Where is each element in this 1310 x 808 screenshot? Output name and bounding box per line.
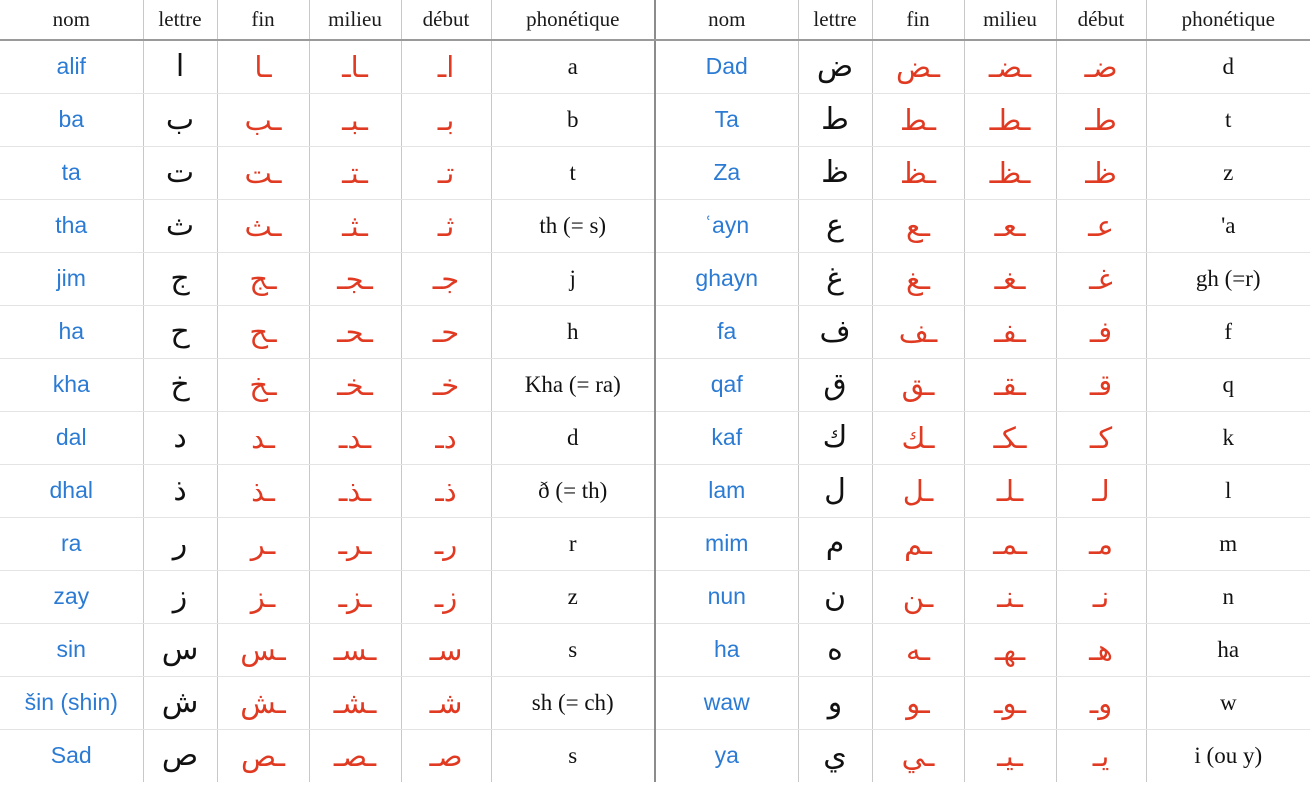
letter-isolated-right: ع bbox=[798, 199, 872, 252]
table-row bbox=[0, 358, 1310, 411]
letter-name-right: Ta bbox=[655, 93, 798, 146]
table-row bbox=[0, 729, 1310, 782]
letter-medial-form-left: ـذـ bbox=[309, 464, 401, 517]
letter-phonetic-right: k bbox=[1146, 411, 1310, 464]
letter-name-left: tha bbox=[0, 199, 143, 252]
letter-final-form-left: ـب bbox=[217, 93, 309, 146]
letter-isolated-left: د bbox=[143, 411, 217, 464]
letter-name-right: ha bbox=[655, 623, 798, 676]
column-header-lettre-left: lettre bbox=[143, 0, 217, 40]
letter-initial-form-right: فـ bbox=[1056, 305, 1146, 358]
letter-final-form-right: ـف bbox=[872, 305, 964, 358]
letter-medial-form-right: ـمـ bbox=[964, 517, 1056, 570]
letter-isolated-right: غ bbox=[798, 252, 872, 305]
letter-medial-form-left: ـبـ bbox=[309, 93, 401, 146]
letter-name-right: ʿayn bbox=[655, 199, 798, 252]
letter-final-form-right: ـه bbox=[872, 623, 964, 676]
letter-isolated-left: ش bbox=[143, 676, 217, 729]
letter-phonetic-left: Kha (= ra) bbox=[491, 358, 655, 411]
letter-phonetic-left: sh (= ch) bbox=[491, 676, 655, 729]
letter-initial-form-right: عـ bbox=[1056, 199, 1146, 252]
letter-final-form-left: ـذ bbox=[217, 464, 309, 517]
letter-final-form-left: ـش bbox=[217, 676, 309, 729]
letter-initial-form-right: ظـ bbox=[1056, 146, 1146, 199]
letter-phonetic-right: z bbox=[1146, 146, 1310, 199]
letter-phonetic-right: f bbox=[1146, 305, 1310, 358]
letter-medial-form-left: ـاـ bbox=[309, 40, 401, 93]
letter-medial-form-right: ـلـ bbox=[964, 464, 1056, 517]
letter-medial-form-right: ـظـ bbox=[964, 146, 1056, 199]
letter-name-right: lam bbox=[655, 464, 798, 517]
column-header-fin-left: fin bbox=[217, 0, 309, 40]
table-row bbox=[0, 93, 1310, 146]
letter-phonetic-left: b bbox=[491, 93, 655, 146]
letter-isolated-left: ح bbox=[143, 305, 217, 358]
column-header-lettre-right: lettre bbox=[798, 0, 872, 40]
letter-phonetic-right: t bbox=[1146, 93, 1310, 146]
letter-isolated-left: ج bbox=[143, 252, 217, 305]
letter-final-form-left: ـص bbox=[217, 729, 309, 782]
letter-name-right: nun bbox=[655, 570, 798, 623]
letter-name-right: ya bbox=[655, 729, 798, 782]
table-row bbox=[0, 252, 1310, 305]
letter-isolated-right: ق bbox=[798, 358, 872, 411]
letter-initial-form-right: نـ bbox=[1056, 570, 1146, 623]
letter-final-form-right: ـغ bbox=[872, 252, 964, 305]
letter-final-form-right: ـل bbox=[872, 464, 964, 517]
letter-isolated-left: ا bbox=[143, 40, 217, 93]
letter-medial-form-left: ـتـ bbox=[309, 146, 401, 199]
letter-name-right: waw bbox=[655, 676, 798, 729]
letter-isolated-left: ب bbox=[143, 93, 217, 146]
letter-phonetic-left: t bbox=[491, 146, 655, 199]
letter-initial-form-right: لـ bbox=[1056, 464, 1146, 517]
letter-isolated-left: ت bbox=[143, 146, 217, 199]
letter-isolated-right: ك bbox=[798, 411, 872, 464]
letter-final-form-right: ـي bbox=[872, 729, 964, 782]
letter-medial-form-left: ـصـ bbox=[309, 729, 401, 782]
letter-final-form-right: ـض bbox=[872, 40, 964, 93]
letter-name-right: qaf bbox=[655, 358, 798, 411]
letter-name-right: kaf bbox=[655, 411, 798, 464]
letter-name-left: zay bbox=[0, 570, 143, 623]
letter-final-form-right: ـط bbox=[872, 93, 964, 146]
letter-initial-form-right: وـ bbox=[1056, 676, 1146, 729]
letter-isolated-right: ل bbox=[798, 464, 872, 517]
letter-isolated-right: ه bbox=[798, 623, 872, 676]
letter-phonetic-left: ð (= th) bbox=[491, 464, 655, 517]
letter-name-right: ghayn bbox=[655, 252, 798, 305]
letter-isolated-left: ث bbox=[143, 199, 217, 252]
letter-final-form-left: ـز bbox=[217, 570, 309, 623]
table-row bbox=[0, 146, 1310, 199]
table-row bbox=[0, 411, 1310, 464]
letter-medial-form-right: ـكـ bbox=[964, 411, 1056, 464]
letter-final-form-left: ـت bbox=[217, 146, 309, 199]
letter-phonetic-right: l bbox=[1146, 464, 1310, 517]
column-header-nom-right: nom bbox=[655, 0, 798, 40]
letter-medial-form-right: ـضـ bbox=[964, 40, 1056, 93]
letter-phonetic-right: w bbox=[1146, 676, 1310, 729]
table-body bbox=[0, 40, 1310, 782]
column-header-debut-left: début bbox=[401, 0, 491, 40]
letter-name-left: Sad bbox=[0, 729, 143, 782]
letter-final-form-left: ـث bbox=[217, 199, 309, 252]
letter-name-left: sin bbox=[0, 623, 143, 676]
letter-phonetic-right: i (ou y) bbox=[1146, 729, 1310, 782]
letter-phonetic-left: s bbox=[491, 623, 655, 676]
letter-phonetic-right: m bbox=[1146, 517, 1310, 570]
table-row bbox=[0, 676, 1310, 729]
letter-initial-form-right: طـ bbox=[1056, 93, 1146, 146]
column-header-nom-left: nom bbox=[0, 0, 143, 40]
letter-phonetic-left: s bbox=[491, 729, 655, 782]
letter-phonetic-right: gh (=r) bbox=[1146, 252, 1310, 305]
letter-initial-form-left: رـ bbox=[401, 517, 491, 570]
letter-initial-form-left: صـ bbox=[401, 729, 491, 782]
table-row bbox=[0, 517, 1310, 570]
letter-isolated-right: ي bbox=[798, 729, 872, 782]
letter-phonetic-left: a bbox=[491, 40, 655, 93]
letter-phonetic-right: 'a bbox=[1146, 199, 1310, 252]
letter-phonetic-right: d bbox=[1146, 40, 1310, 93]
letter-name-left: ha bbox=[0, 305, 143, 358]
letter-isolated-left: خ bbox=[143, 358, 217, 411]
letter-medial-form-left: ـشـ bbox=[309, 676, 401, 729]
table-header-row bbox=[0, 0, 1310, 40]
letter-name-right: Za bbox=[655, 146, 798, 199]
letter-medial-form-left: ـزـ bbox=[309, 570, 401, 623]
letter-name-left: kha bbox=[0, 358, 143, 411]
letter-final-form-left: ـس bbox=[217, 623, 309, 676]
letter-name-right: mim bbox=[655, 517, 798, 570]
letter-medial-form-right: ـهـ bbox=[964, 623, 1056, 676]
column-header-milieu-right: milieu bbox=[964, 0, 1056, 40]
letter-medial-form-left: ـرـ bbox=[309, 517, 401, 570]
letter-isolated-left: ز bbox=[143, 570, 217, 623]
letter-phonetic-right: q bbox=[1146, 358, 1310, 411]
letter-phonetic-left: d bbox=[491, 411, 655, 464]
letter-medial-form-left: ـدـ bbox=[309, 411, 401, 464]
letter-phonetic-left: j bbox=[491, 252, 655, 305]
letter-final-form-right: ـق bbox=[872, 358, 964, 411]
letter-initial-form-right: غـ bbox=[1056, 252, 1146, 305]
letter-isolated-right: ض bbox=[798, 40, 872, 93]
letter-medial-form-right: ـيـ bbox=[964, 729, 1056, 782]
letter-phonetic-right: ha bbox=[1146, 623, 1310, 676]
letter-final-form-left: ـا bbox=[217, 40, 309, 93]
letter-initial-form-right: كـ bbox=[1056, 411, 1146, 464]
letter-isolated-left: س bbox=[143, 623, 217, 676]
letter-final-form-right: ـك bbox=[872, 411, 964, 464]
letter-initial-form-right: يـ bbox=[1056, 729, 1146, 782]
table-row bbox=[0, 464, 1310, 517]
letter-name-left: dhal bbox=[0, 464, 143, 517]
letter-medial-form-left: ـحـ bbox=[309, 305, 401, 358]
letter-isolated-left: ر bbox=[143, 517, 217, 570]
letter-medial-form-left: ـجـ bbox=[309, 252, 401, 305]
table-row bbox=[0, 305, 1310, 358]
letter-medial-form-right: ـغـ bbox=[964, 252, 1056, 305]
letter-name-left: jim bbox=[0, 252, 143, 305]
column-header-fin-right: fin bbox=[872, 0, 964, 40]
letter-initial-form-left: خـ bbox=[401, 358, 491, 411]
letter-name-left: ta bbox=[0, 146, 143, 199]
letter-name-left: alif bbox=[0, 40, 143, 93]
letter-initial-form-left: بـ bbox=[401, 93, 491, 146]
letter-initial-form-left: دـ bbox=[401, 411, 491, 464]
letter-final-form-right: ـم bbox=[872, 517, 964, 570]
letter-final-form-right: ـن bbox=[872, 570, 964, 623]
letter-initial-form-right: ضـ bbox=[1056, 40, 1146, 93]
table-header bbox=[0, 0, 1310, 40]
letter-medial-form-right: ـوـ bbox=[964, 676, 1056, 729]
letter-phonetic-left: z bbox=[491, 570, 655, 623]
letter-name-left: dal bbox=[0, 411, 143, 464]
letter-medial-form-left: ـسـ bbox=[309, 623, 401, 676]
letter-initial-form-left: ذـ bbox=[401, 464, 491, 517]
letter-name-left: šin (shin) bbox=[0, 676, 143, 729]
letter-name-left: ra bbox=[0, 517, 143, 570]
letter-name-right: Dad bbox=[655, 40, 798, 93]
letter-medial-form-right: ـقـ bbox=[964, 358, 1056, 411]
column-header-phonetique-left: phonétique bbox=[491, 0, 655, 40]
letter-isolated-left: ذ bbox=[143, 464, 217, 517]
letter-final-form-right: ـع bbox=[872, 199, 964, 252]
letter-final-form-left: ـر bbox=[217, 517, 309, 570]
letter-medial-form-right: ـعـ bbox=[964, 199, 1056, 252]
letter-initial-form-right: هـ bbox=[1056, 623, 1146, 676]
column-header-milieu-left: milieu bbox=[309, 0, 401, 40]
letter-phonetic-right: n bbox=[1146, 570, 1310, 623]
letter-initial-form-right: قـ bbox=[1056, 358, 1146, 411]
letter-medial-form-left: ـثـ bbox=[309, 199, 401, 252]
table-row bbox=[0, 40, 1310, 93]
letter-initial-form-left: تـ bbox=[401, 146, 491, 199]
letter-isolated-right: ن bbox=[798, 570, 872, 623]
letter-final-form-right: ـظ bbox=[872, 146, 964, 199]
letter-final-form-right: ـو bbox=[872, 676, 964, 729]
letter-medial-form-left: ـخـ bbox=[309, 358, 401, 411]
letter-final-form-left: ـج bbox=[217, 252, 309, 305]
letter-phonetic-left: th (= s) bbox=[491, 199, 655, 252]
letter-initial-form-left: اـ bbox=[401, 40, 491, 93]
letter-isolated-right: ط bbox=[798, 93, 872, 146]
letter-initial-form-left: شـ bbox=[401, 676, 491, 729]
letter-phonetic-left: r bbox=[491, 517, 655, 570]
letter-initial-form-left: حـ bbox=[401, 305, 491, 358]
letter-initial-form-left: ثـ bbox=[401, 199, 491, 252]
letter-initial-form-left: زـ bbox=[401, 570, 491, 623]
letter-name-right: fa bbox=[655, 305, 798, 358]
letter-initial-form-left: سـ bbox=[401, 623, 491, 676]
letter-medial-form-right: ـفـ bbox=[964, 305, 1056, 358]
table-row bbox=[0, 623, 1310, 676]
letter-medial-form-right: ـنـ bbox=[964, 570, 1056, 623]
letter-isolated-left: ص bbox=[143, 729, 217, 782]
letter-isolated-right: ظ bbox=[798, 146, 872, 199]
letter-isolated-right: ف bbox=[798, 305, 872, 358]
letter-final-form-left: ـد bbox=[217, 411, 309, 464]
letter-isolated-right: م bbox=[798, 517, 872, 570]
letter-initial-form-left: جـ bbox=[401, 252, 491, 305]
table-row bbox=[0, 570, 1310, 623]
table-row bbox=[0, 199, 1310, 252]
letter-isolated-right: و bbox=[798, 676, 872, 729]
column-header-debut-right: début bbox=[1056, 0, 1146, 40]
letter-final-form-left: ـخ bbox=[217, 358, 309, 411]
letter-name-left: ba bbox=[0, 93, 143, 146]
letter-initial-form-right: مـ bbox=[1056, 517, 1146, 570]
column-header-phonetique-right: phonétique bbox=[1146, 0, 1310, 40]
letter-phonetic-left: h bbox=[491, 305, 655, 358]
letter-final-form-left: ـح bbox=[217, 305, 309, 358]
letter-medial-form-right: ـطـ bbox=[964, 93, 1056, 146]
